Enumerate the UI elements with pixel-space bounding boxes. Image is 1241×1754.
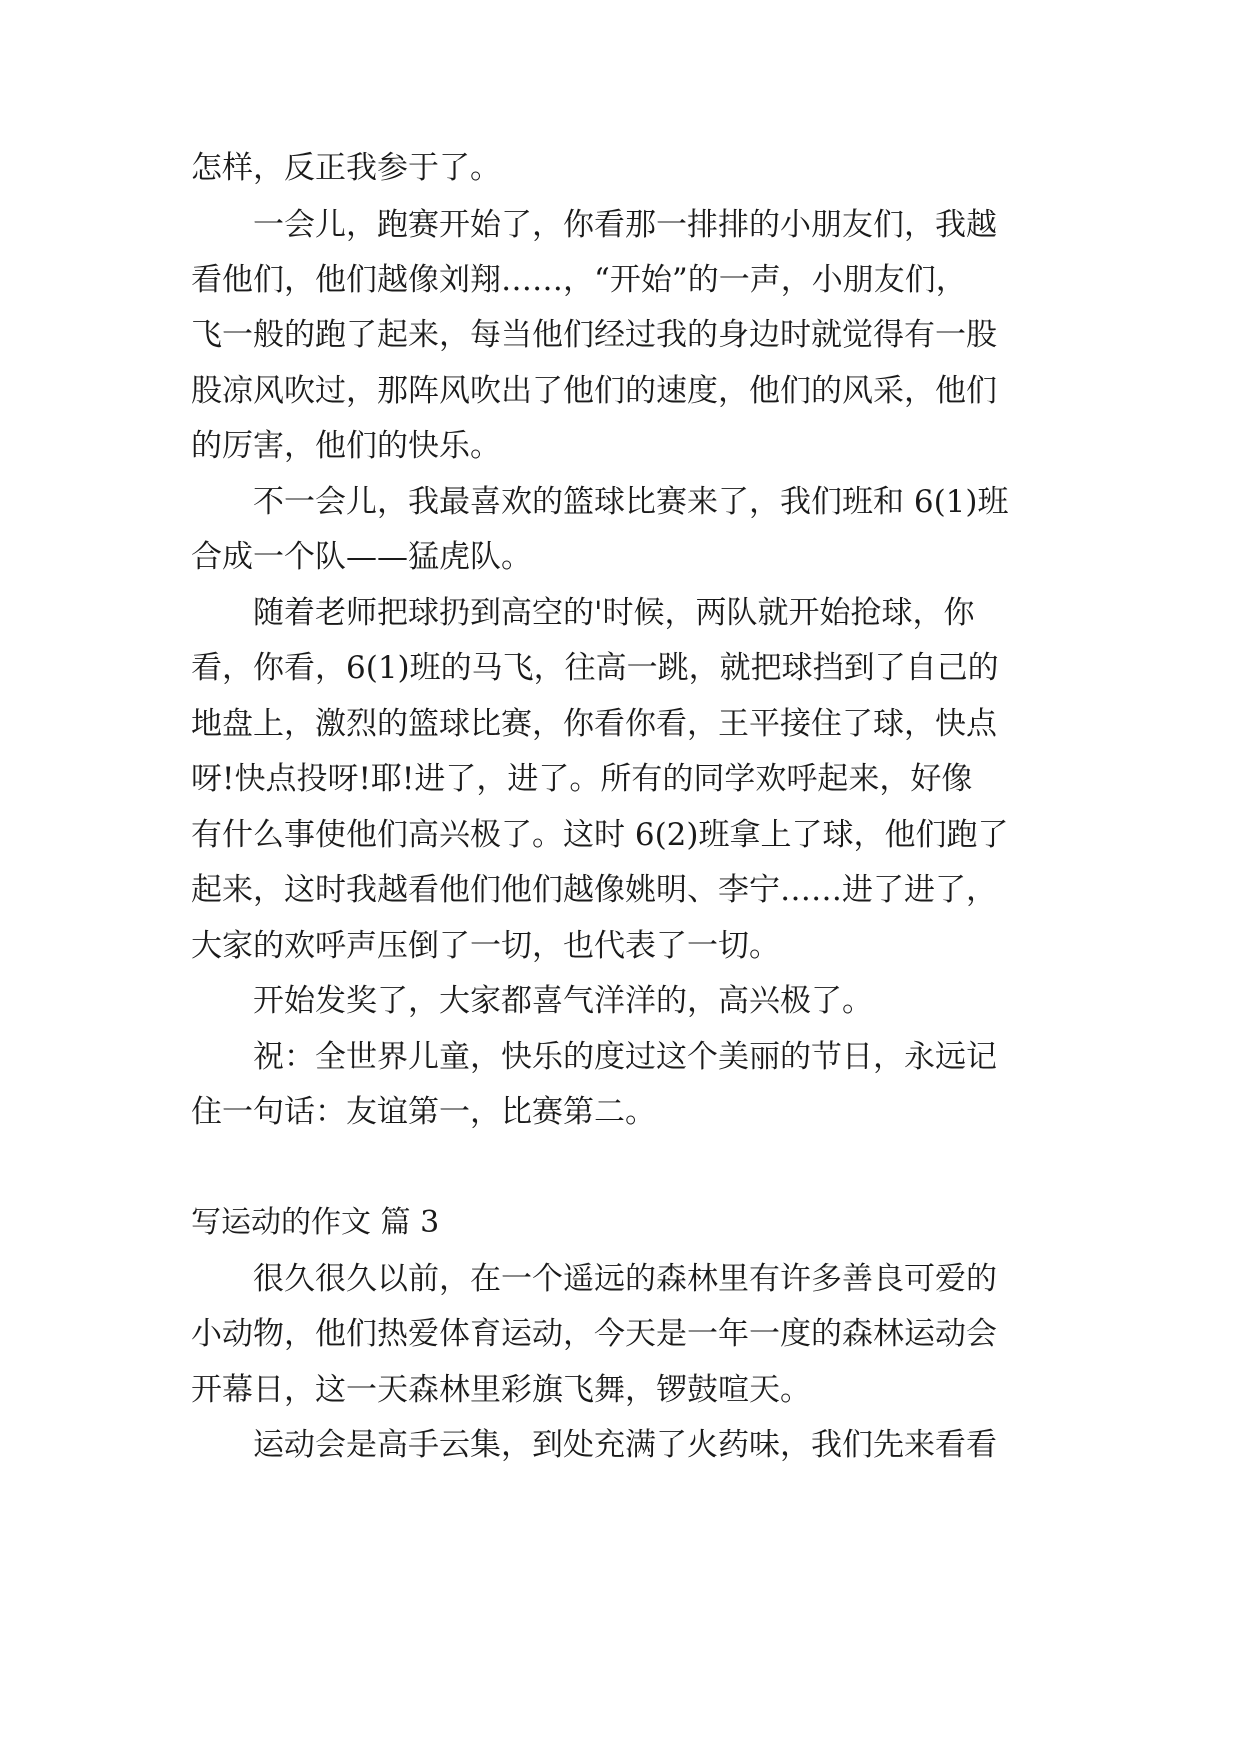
text-line: 开幕日，这一天森林里彩旗飞舞，锣鼓喧天。 [191,1372,811,1408]
text-line: 地盘上，激烈的篮球比赛，你看你看，王平接住了球，快点 [191,706,997,742]
text-line: 看他们，他们越像刘翔……，“开始”的一声，小朋友们， [191,262,967,298]
paragraph-start-line: 不一会儿，我最喜欢的篮球比赛来了，我们班和 6(1)班 [253,484,1009,520]
text-line: 住一句话：友谊第一，比赛第二。 [191,1094,656,1130]
text-line: 合成一个队——猛虎队。 [191,539,532,575]
paragraph-start-line: 很久很久以前，在一个遥远的森林里有许多善良可爱的 [253,1261,997,1297]
text-line: 股凉风吹过，那阵风吹出了他们的速度，他们的风采，他们 [191,373,997,409]
text-line: 起来，这时我越看他们他们越像姚明、李宁……进了进了， [191,872,997,908]
text-line: 大家的欢呼声压倒了一切，也代表了一切。 [191,928,780,964]
text-line: 小动物，他们热爱体育运动，今天是一年一度的森林运动会 [191,1316,997,1352]
text-line: 飞一般的跑了起来，每当他们经过我的身边时就觉得有一股 [191,317,997,353]
text-line: 看，你看，6(1)班的马飞，往高一跳，就把球挡到了自己的 [191,650,999,686]
paragraph-start-line: 随着老师把球扔到高空的'时候，两队就开始抢球，你 [253,595,975,631]
text-line: 呀!快点投呀!耶!进了，进了。所有的同学欢呼起来，好像 [191,761,973,797]
text-line: 怎样，反正我参于了。 [191,150,501,186]
paragraph-start-line: 运动会是高手云集，到处充满了火药味，我们先来看看 [253,1427,997,1463]
section-heading: 写运动的作文 篇 3 [191,1205,440,1240]
paragraph-start-line: 开始发奖了，大家都喜气洋洋的，高兴极了。 [253,983,873,1019]
text-line: 有什么事使他们高兴极了。这时 6(2)班拿上了球，他们跑了 [191,817,1009,853]
paragraph-start-line: 一会儿，跑赛开始了，你看那一排排的小朋友们，我越 [253,207,997,243]
text-line: 的厉害，他们的快乐。 [191,428,501,464]
paragraph-start-line: 祝：全世界儿童，快乐的度过这个美丽的节日，永远记 [253,1039,997,1075]
